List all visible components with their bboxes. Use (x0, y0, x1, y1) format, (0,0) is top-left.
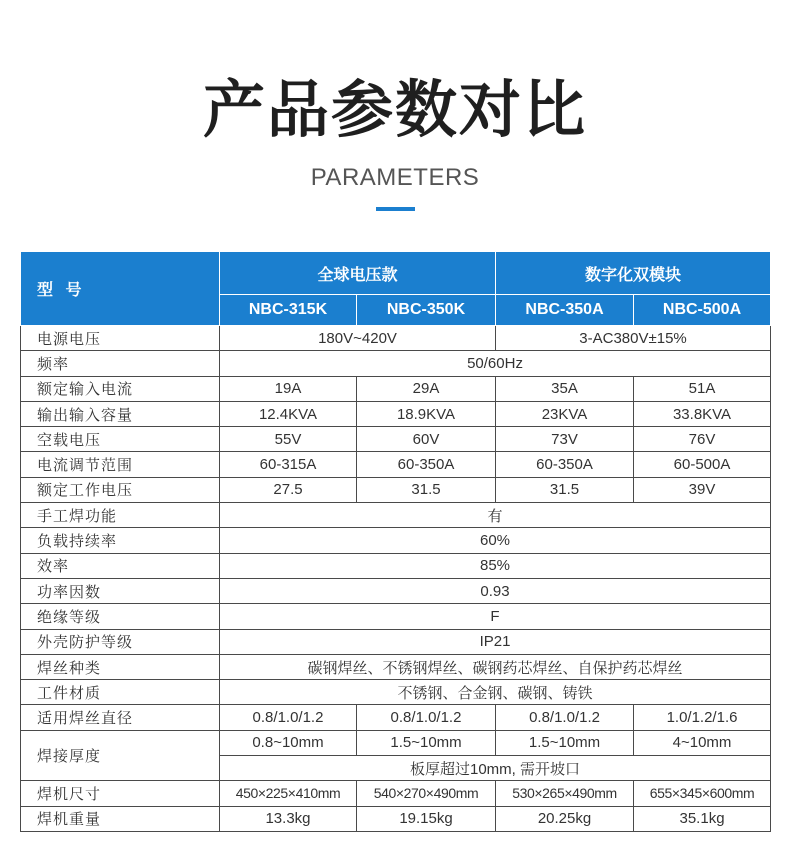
table-cell: 60-350A (357, 452, 496, 477)
table-cell: 0.8~10mm (220, 730, 357, 755)
row-label: 功率因数 (21, 578, 220, 603)
row-label: 额定输入电流 (21, 376, 220, 401)
table-cell: 39V (634, 477, 771, 502)
table-cell: IP21 (220, 629, 771, 654)
table-row (21, 427, 771, 452)
table-row (21, 326, 771, 351)
row-label: 电源电压 (21, 326, 220, 351)
table-cell: 0.93 (220, 578, 771, 603)
table-cell-note: 板厚超过10mm, 需开坡口 (220, 756, 771, 781)
table-cell: 12.4KVA (220, 401, 357, 426)
table-cell: 60-350A (496, 452, 634, 477)
row-label: 适用焊丝直径 (21, 705, 220, 730)
table-cell: 0.8/1.0/1.2 (220, 705, 357, 730)
table-cell: 4~10mm (634, 730, 771, 755)
title-accent-bar (376, 207, 415, 211)
table-cell: 1.0/1.2/1.6 (634, 705, 771, 730)
table-row (21, 629, 771, 654)
table-cell: 60V (357, 427, 496, 452)
row-label: 焊机重量 (21, 806, 220, 831)
table-row (21, 705, 771, 730)
table-cell: 0.8/1.0/1.2 (496, 705, 634, 730)
table-cell: 18.9KVA (357, 401, 496, 426)
table-cell: 51A (634, 376, 771, 401)
table-cell: 23KVA (496, 401, 634, 426)
table-cell: 530×265×490mm (496, 781, 634, 806)
row-label: 手工焊功能 (21, 503, 220, 528)
row-label: 焊丝种类 (21, 654, 220, 679)
row-label: 外壳防护等级 (21, 629, 220, 654)
row-label: 空载电压 (21, 427, 220, 452)
table-cell: 19A (220, 376, 357, 401)
row-label: 额定工作电压 (21, 477, 220, 502)
table-row (21, 528, 771, 553)
model-header-cell: 型 号 (21, 252, 220, 326)
model-header-nbc-350k: NBC-350K (357, 295, 496, 326)
table-cell: 有 (220, 503, 771, 528)
table-cell: 碳钢焊丝、不锈钢焊丝、碳钢药芯焊丝、自保护药芯焊丝 (220, 654, 771, 679)
table-cell: 3-AC380V±15% (496, 326, 771, 351)
page-title: 产品参数对比 (202, 73, 587, 146)
table-cell: 27.5 (220, 477, 357, 502)
table-cell: 0.8/1.0/1.2 (357, 705, 496, 730)
row-label: 负载持续率 (21, 528, 220, 553)
table-row (21, 654, 771, 679)
row-label: 工件材质 (21, 680, 220, 705)
table-cell: 1.5~10mm (357, 730, 496, 755)
group-header-digital-dual-module: 数字化双模块 (496, 252, 771, 295)
group-header-global-voltage: 全球电压款 (220, 252, 496, 295)
table-cell: 540×270×490mm (357, 781, 496, 806)
row-label: 电流调节范围 (21, 452, 220, 477)
parameters-table (20, 251, 771, 832)
table-cell: 55V (220, 427, 357, 452)
table-cell: 180V~420V (220, 326, 496, 351)
row-label: 绝缘等级 (21, 604, 220, 629)
table-cell: 13.3kg (220, 806, 357, 831)
row-label: 频率 (21, 351, 220, 376)
table-row (21, 452, 771, 477)
table-row (21, 503, 771, 528)
model-header-nbc-315k: NBC-315K (220, 295, 357, 326)
table-cell: 29A (357, 376, 496, 401)
table-cell: 85% (220, 553, 771, 578)
table-row (21, 730, 771, 755)
table-row (21, 376, 771, 401)
table-cell: 450×225×410mm (220, 781, 357, 806)
table-header-row (21, 252, 771, 295)
page-subtitle: PARAMETERS (310, 164, 480, 191)
table-cell: 1.5~10mm (496, 730, 634, 755)
table-cell: 60-500A (634, 452, 771, 477)
table-cell: 50/60Hz (220, 351, 771, 376)
table-cell: 31.5 (496, 477, 634, 502)
row-label: 焊接厚度 (21, 730, 220, 781)
table-cell: 20.25kg (496, 806, 634, 831)
table-cell: F (220, 604, 771, 629)
table-row (21, 578, 771, 603)
table-cell: 19.15kg (357, 806, 496, 831)
table-row (21, 680, 771, 705)
table-cell: 不锈钢、合金钢、碳钢、铸铁 (220, 680, 771, 705)
row-label: 输出输入容量 (21, 401, 220, 426)
table-row (21, 604, 771, 629)
table-cell: 35A (496, 376, 634, 401)
table-cell: 60% (220, 528, 771, 553)
table-row (21, 477, 771, 502)
table-row (21, 806, 771, 831)
row-label: 效率 (21, 553, 220, 578)
table-row (21, 781, 771, 806)
table-row (21, 553, 771, 578)
model-header-nbc-350a: NBC-350A (496, 295, 634, 326)
table-cell: 73V (496, 427, 634, 452)
table-cell: 33.8KVA (634, 401, 771, 426)
model-header-nbc-500a: NBC-500A (634, 295, 771, 326)
table-row (21, 401, 771, 426)
table-row (21, 351, 771, 376)
row-label: 焊机尺寸 (21, 781, 220, 806)
table-cell: 31.5 (357, 477, 496, 502)
table-cell: 35.1kg (634, 806, 771, 831)
table-cell: 76V (634, 427, 771, 452)
table-cell: 655×345×600mm (634, 781, 771, 806)
table-cell: 60-315A (220, 452, 357, 477)
